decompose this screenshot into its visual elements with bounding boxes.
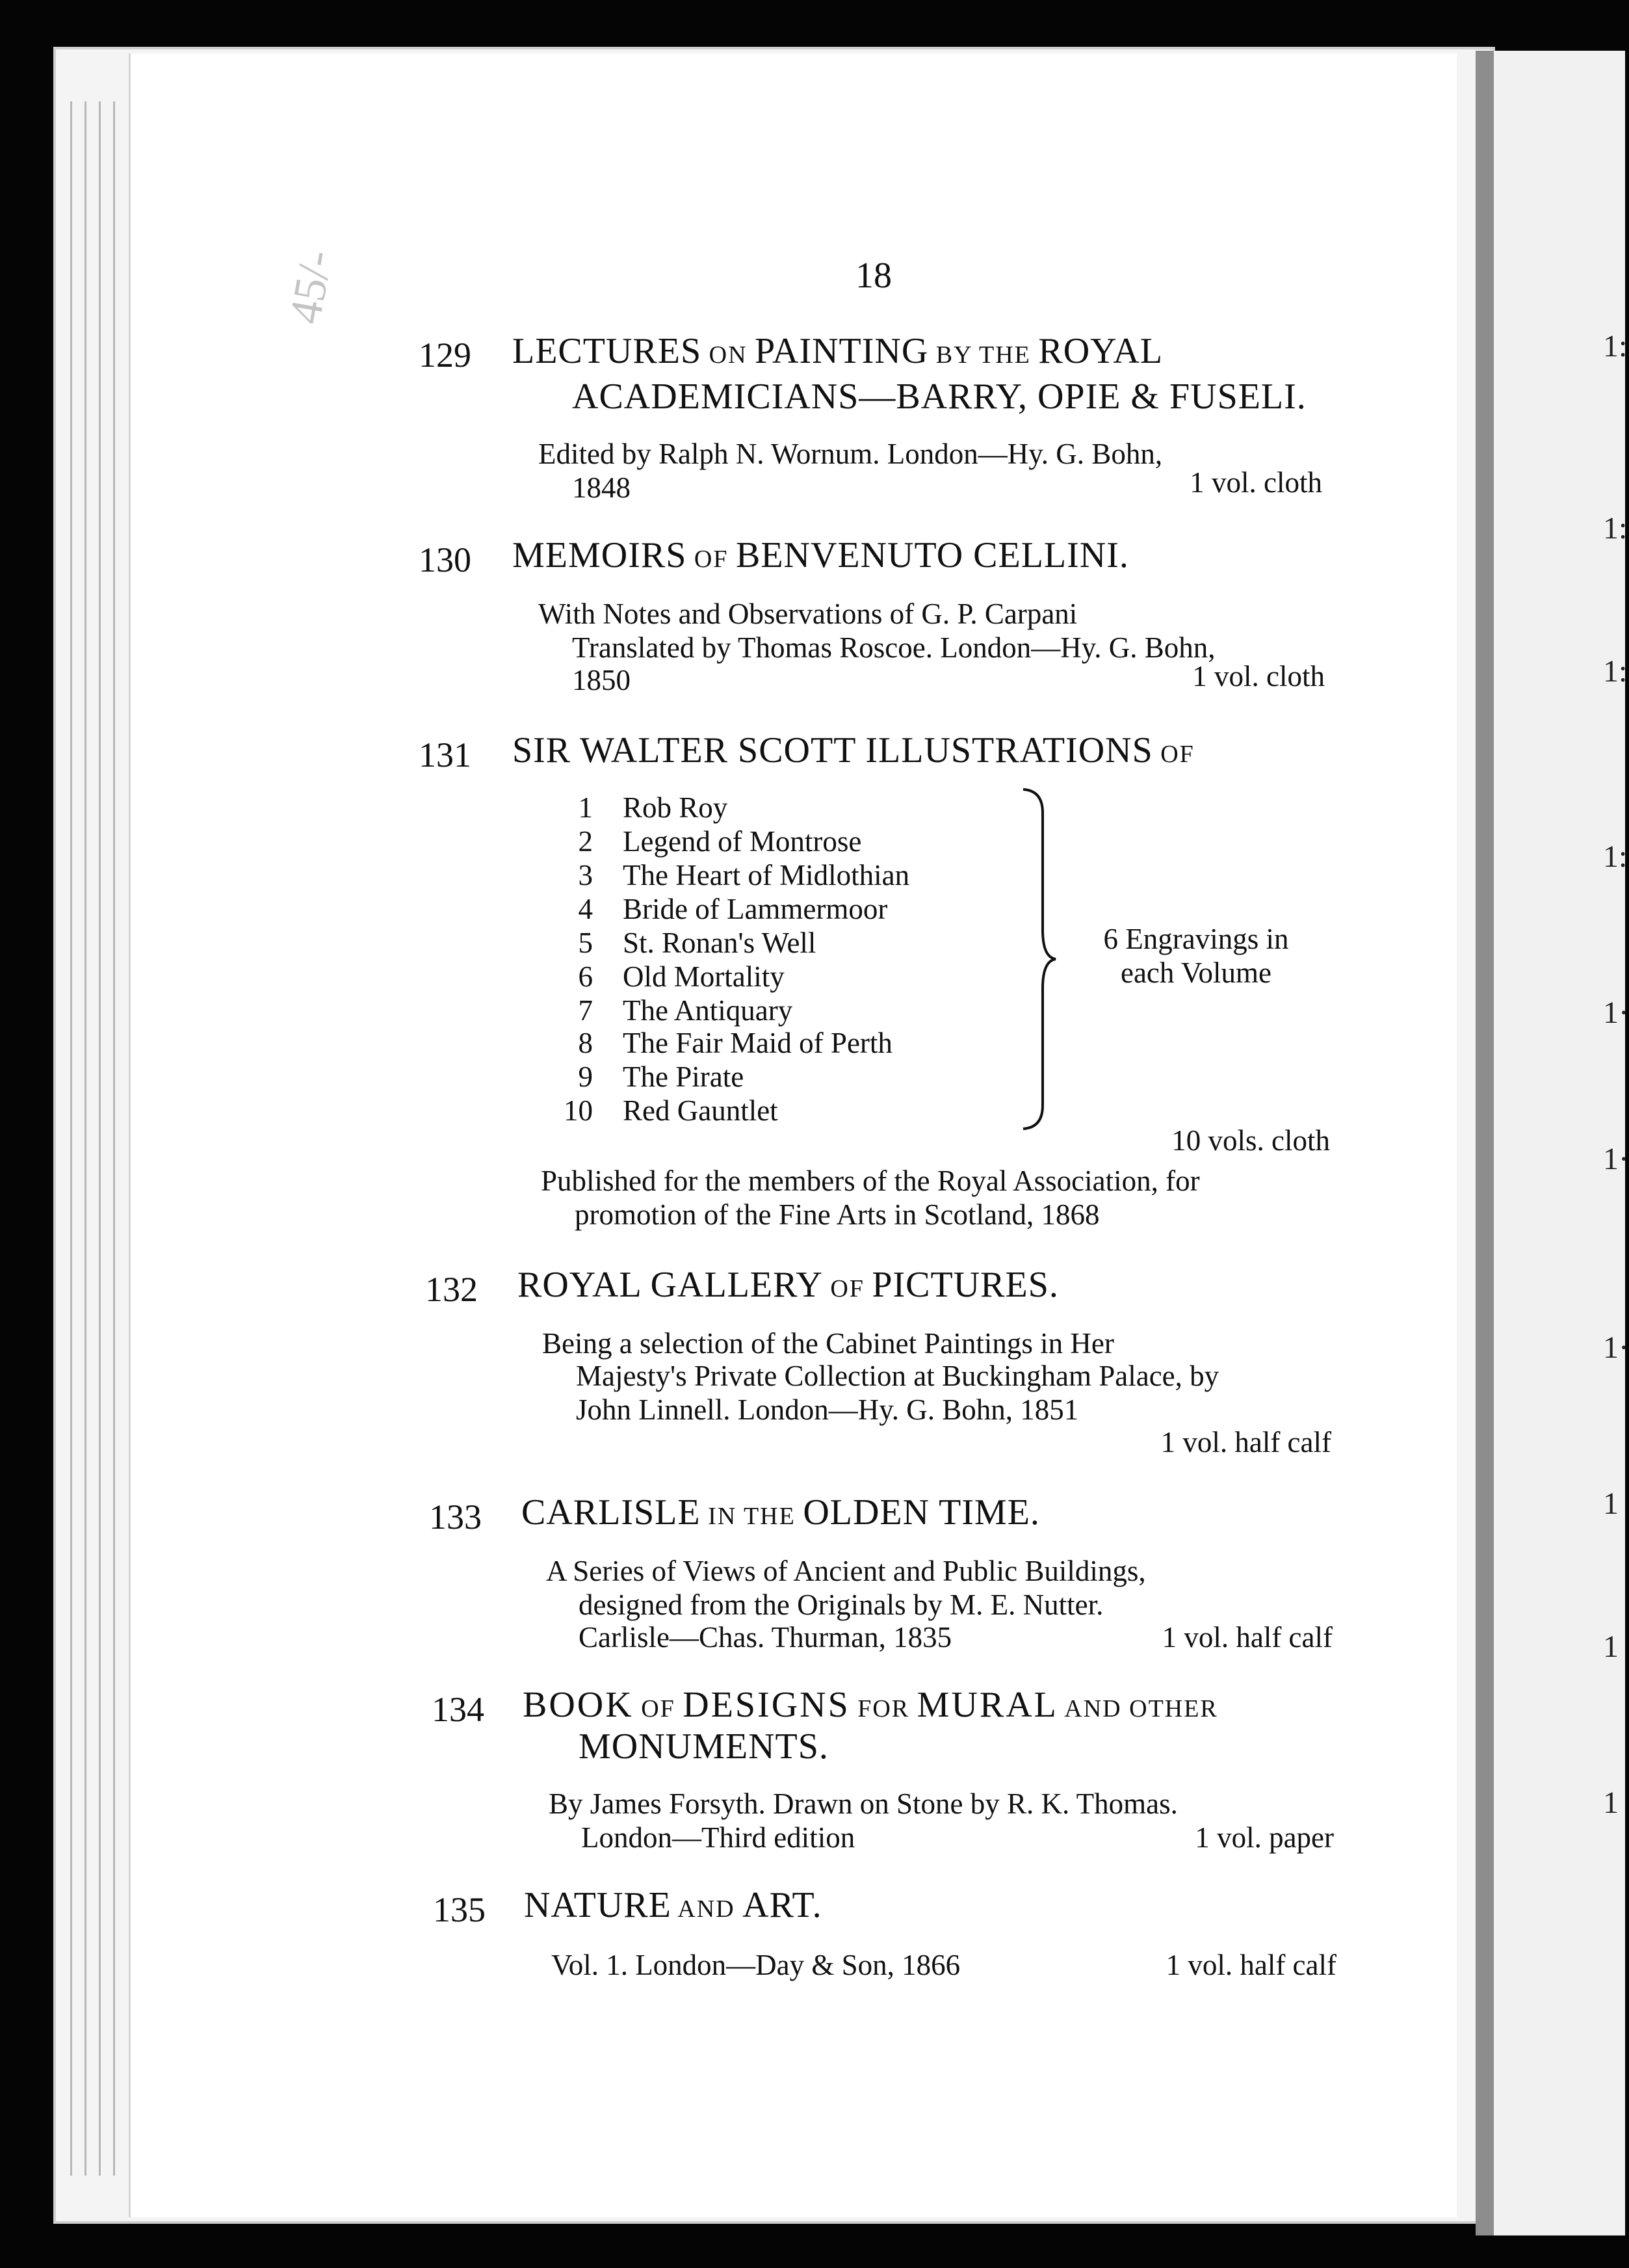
entry-description: John Linnell. London—Hy. G. Bohn, 1851 — [576, 1393, 1079, 1426]
entry-title: ROYAL GALLERY OF PICTURES. — [517, 1265, 1059, 1305]
leaf-edge — [85, 101, 86, 2176]
leaf-edge — [70, 101, 72, 2176]
volume-title: The Pirate — [623, 1061, 744, 1093]
entry-description: 1848 — [572, 471, 631, 504]
leaf-edge — [99, 101, 101, 2176]
volume-title: The Antiquary — [623, 994, 793, 1027]
leaf-edge — [113, 101, 115, 2176]
volume-title: Bride of Lammermoor — [623, 893, 888, 925]
entry-number: 131 — [419, 735, 471, 774]
entry-description: promotion of the Fine Arts in Scotland, 1868 — [575, 1198, 1100, 1231]
entry-volume: 1 vol. half calf — [1162, 1621, 1333, 1654]
volume-title: Old Mortality — [623, 960, 785, 993]
entry-title: BOOK OF DESIGNS FOR MURAL AND OTHER — [523, 1685, 1218, 1725]
entry-description: By James Forsyth. Drawn on Stone by R. K. Thomas. — [549, 1787, 1178, 1820]
volume-title: The Fair Maid of Perth — [623, 1027, 893, 1059]
brace-note: 6 Engravings in — [1103, 923, 1289, 955]
volume-number: 10 — [564, 1094, 593, 1127]
facing-page-number: 1: — [1603, 511, 1628, 546]
entry-volume: 1 vol. cloth — [1192, 660, 1325, 692]
volume-number: 3 — [578, 859, 593, 891]
volume-number: 5 — [578, 927, 593, 959]
facing-page-number: 1 — [1603, 1786, 1619, 1820]
entry-number: 134 — [432, 1690, 484, 1729]
entry-number: 133 — [429, 1497, 482, 1536]
entry-description: Published for the members of the Royal Association, for — [541, 1165, 1200, 1197]
facing-page-number: 1 — [1603, 1486, 1619, 1521]
entry-description: Majesty's Private Collection at Buckingham Palace, by — [576, 1360, 1219, 1392]
entry-volume: 1 vol. paper — [1195, 1821, 1334, 1854]
entry-description: With Notes and Observations of G. P. Carpani — [538, 598, 1078, 630]
entry-title: CARLISLE IN THE OLDEN TIME. — [521, 1492, 1040, 1533]
entry-title-continued: ACADEMICIANS—BARRY, OPIE & FUSELI. — [572, 376, 1307, 417]
entry-description: Carlisle—Chas. Thurman, 1835 — [579, 1621, 952, 1654]
facing-page-number: 1· — [1603, 996, 1629, 1030]
entry-title: MEMOIRS OF BENVENUTO CELLINI. — [512, 535, 1129, 575]
entry-title: SIR WALTER SCOTT ILLUSTRATIONS OF — [512, 730, 1195, 771]
volume-number: 2 — [578, 825, 593, 858]
entry-number: 130 — [419, 540, 471, 579]
facing-page-number: 1· — [1603, 1142, 1629, 1176]
facing-page-number: 1· — [1603, 1330, 1629, 1365]
entry-volume: 1 vol. half calf — [1166, 1949, 1336, 1981]
entry-description: A Series of Views of Ancient and Public Buildings, — [546, 1555, 1146, 1587]
volume-number: 6 — [578, 960, 593, 993]
volume-title: Red Gauntlet — [623, 1094, 778, 1127]
volume-title: Rob Roy — [623, 791, 728, 824]
facing-page-number: 1 — [1603, 1629, 1619, 1664]
entry-description: Translated by Thomas Roscoe. London—Hy. G. Bohn, — [572, 631, 1216, 664]
page-number: 18 — [855, 256, 892, 296]
volume-number: 4 — [578, 893, 593, 925]
entry-description: Vol. 1. London—Day & Son, 1866 — [551, 1949, 961, 1981]
entry-description: 1850 — [572, 664, 631, 696]
entry-title: NATURE AND ART. — [524, 1885, 822, 1925]
volume-title: Legend of Montrose — [623, 825, 862, 858]
facing-page-number: 1: — [1603, 839, 1628, 874]
entry-number: 135 — [433, 1890, 486, 1929]
volume-number: 8 — [578, 1027, 593, 1059]
volume-title: The Heart of Midlothian — [623, 859, 910, 891]
volume-title: St. Ronan's Well — [623, 927, 816, 959]
facing-page-number: 1: — [1603, 654, 1628, 689]
entry-description: designed from the Originals by M. E. Nutter. — [579, 1589, 1104, 1621]
entry-number: 129 — [419, 336, 471, 375]
pencil-annotation: 45/- — [280, 246, 343, 328]
entry-title: LECTURES ON PAINTING BY THE ROYAL — [512, 331, 1164, 371]
curly-brace-icon — [1018, 787, 1057, 1131]
entry-volume: 10 vols. cloth — [1171, 1124, 1330, 1157]
entry-description: Being a selection of the Cabinet Paintings in Her — [542, 1327, 1114, 1360]
entry-number: 132 — [425, 1270, 478, 1309]
volume-number: 9 — [578, 1061, 593, 1093]
facing-page-number: 1: — [1603, 329, 1628, 363]
entry-volume: 1 vol. half calf — [1160, 1426, 1331, 1458]
entry-volume: 1 vol. cloth — [1190, 466, 1322, 499]
volume-number: 7 — [578, 994, 593, 1027]
entry-title-continued: MONUMENTS. — [579, 1726, 829, 1767]
volume-number: 1 — [578, 791, 593, 824]
entry-description: Edited by Ralph N. Wornum. London—Hy. G. Bohn, — [538, 438, 1163, 470]
brace-note: each Volume — [1120, 956, 1272, 989]
entry-description: London—Third edition — [581, 1821, 855, 1854]
